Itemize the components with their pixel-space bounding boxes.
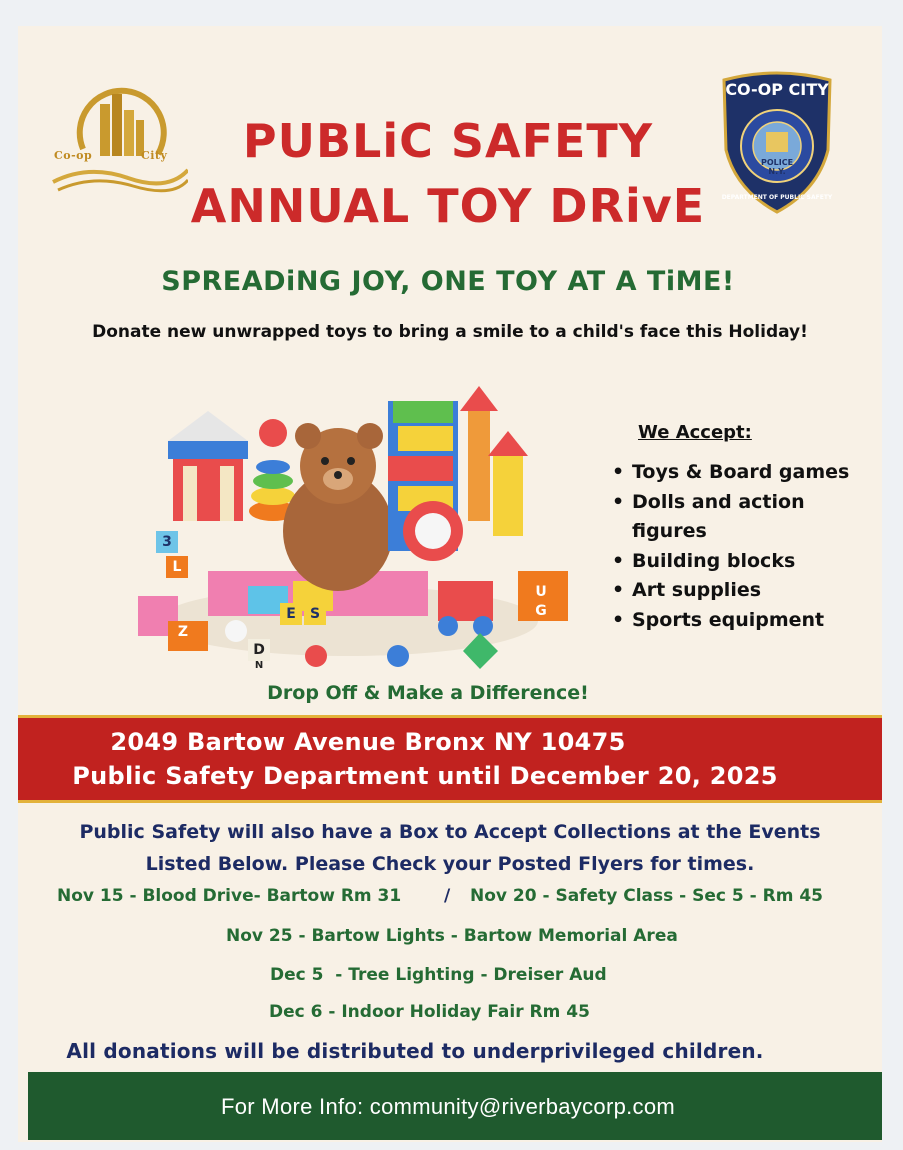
subtitle: SPREADiNG JOY, ONE TOY AT A TiME! bbox=[161, 266, 735, 297]
toy-block-letter: 3 bbox=[156, 531, 178, 553]
coop-logo-left-text: Co-op bbox=[54, 149, 93, 162]
list-item: • Art supplies bbox=[612, 579, 762, 601]
toy-block-letter: D bbox=[248, 639, 270, 661]
title-line-2: ANNUAL TOY DRivE bbox=[190, 179, 706, 233]
footer bbox=[28, 1072, 882, 1140]
toy-block-letter: G bbox=[535, 603, 547, 619]
toy-block-letter: S bbox=[304, 603, 326, 625]
event-separator: / bbox=[444, 886, 451, 906]
address-banner bbox=[18, 715, 882, 803]
badge-center-text-2: N.Y. bbox=[768, 167, 786, 176]
events-intro bbox=[28, 816, 872, 880]
event-item: Nov 15 - Blood Drive- Bartow Rm 31 bbox=[57, 886, 402, 906]
footer-contact: For More Info: community@riverbaycorp.com bbox=[221, 1094, 675, 1119]
donate-line: Donate new unwrapped toys to bring a smile to a child's face this Holiday! bbox=[92, 322, 808, 342]
toy-block-letter: N bbox=[254, 660, 264, 671]
dropoff-heading: Drop Off & Make a Difference! bbox=[267, 682, 589, 704]
event-item: Nov 20 - Safety Class - Sec 5 - Rm 45 bbox=[470, 886, 823, 906]
list-item: • Toys & Board games bbox=[612, 461, 850, 483]
badge-ring-text: DEPARTMENT OF PUBLIC SAFETY bbox=[721, 194, 833, 201]
toy-block-letter: Z bbox=[177, 624, 189, 640]
toy-block-letter: U bbox=[535, 584, 547, 600]
badge-center-text-1: POLICE bbox=[760, 158, 794, 167]
accept-heading: We Accept: bbox=[638, 422, 752, 443]
toy-block-letter: E bbox=[280, 603, 302, 625]
flyer bbox=[18, 26, 882, 1142]
event-item: Dec 6 - Indoor Holiday Fair Rm 45 bbox=[269, 1002, 590, 1022]
banner-location: Public Safety Department until December 20, 2025 bbox=[72, 762, 778, 790]
event-item: Nov 25 - Bartow Lights - Bartow Memorial Area bbox=[226, 926, 678, 946]
final-note: All donations will be distributed to underprivileged children. bbox=[66, 1039, 764, 1063]
toy-block-letter: L bbox=[166, 556, 188, 578]
badge-top-text: CO-OP CITY bbox=[725, 80, 829, 99]
banner-address: 2049 Bartow Avenue Bronx NY 10475 bbox=[110, 728, 626, 756]
events-intro-line-1: Public Safety will also have a Box to Accept Collections at the Events bbox=[79, 821, 821, 843]
toys-illustration bbox=[108, 371, 578, 671]
accept-list bbox=[610, 458, 875, 635]
events-intro-line-2: Listed Below. Please Check your Posted Flyers for times. bbox=[145, 853, 755, 875]
coop-logo-right-text: City bbox=[141, 149, 168, 162]
list-item: • Building blocks bbox=[612, 549, 796, 572]
event-item: Dec 5 - Tree Lighting - Dreiser Aud bbox=[270, 965, 607, 985]
list-item: • Dolls and action figures bbox=[612, 490, 805, 542]
list-item: • Sports equipment bbox=[612, 608, 825, 631]
title-line-1: PUBLiC SAFETY bbox=[242, 114, 654, 168]
